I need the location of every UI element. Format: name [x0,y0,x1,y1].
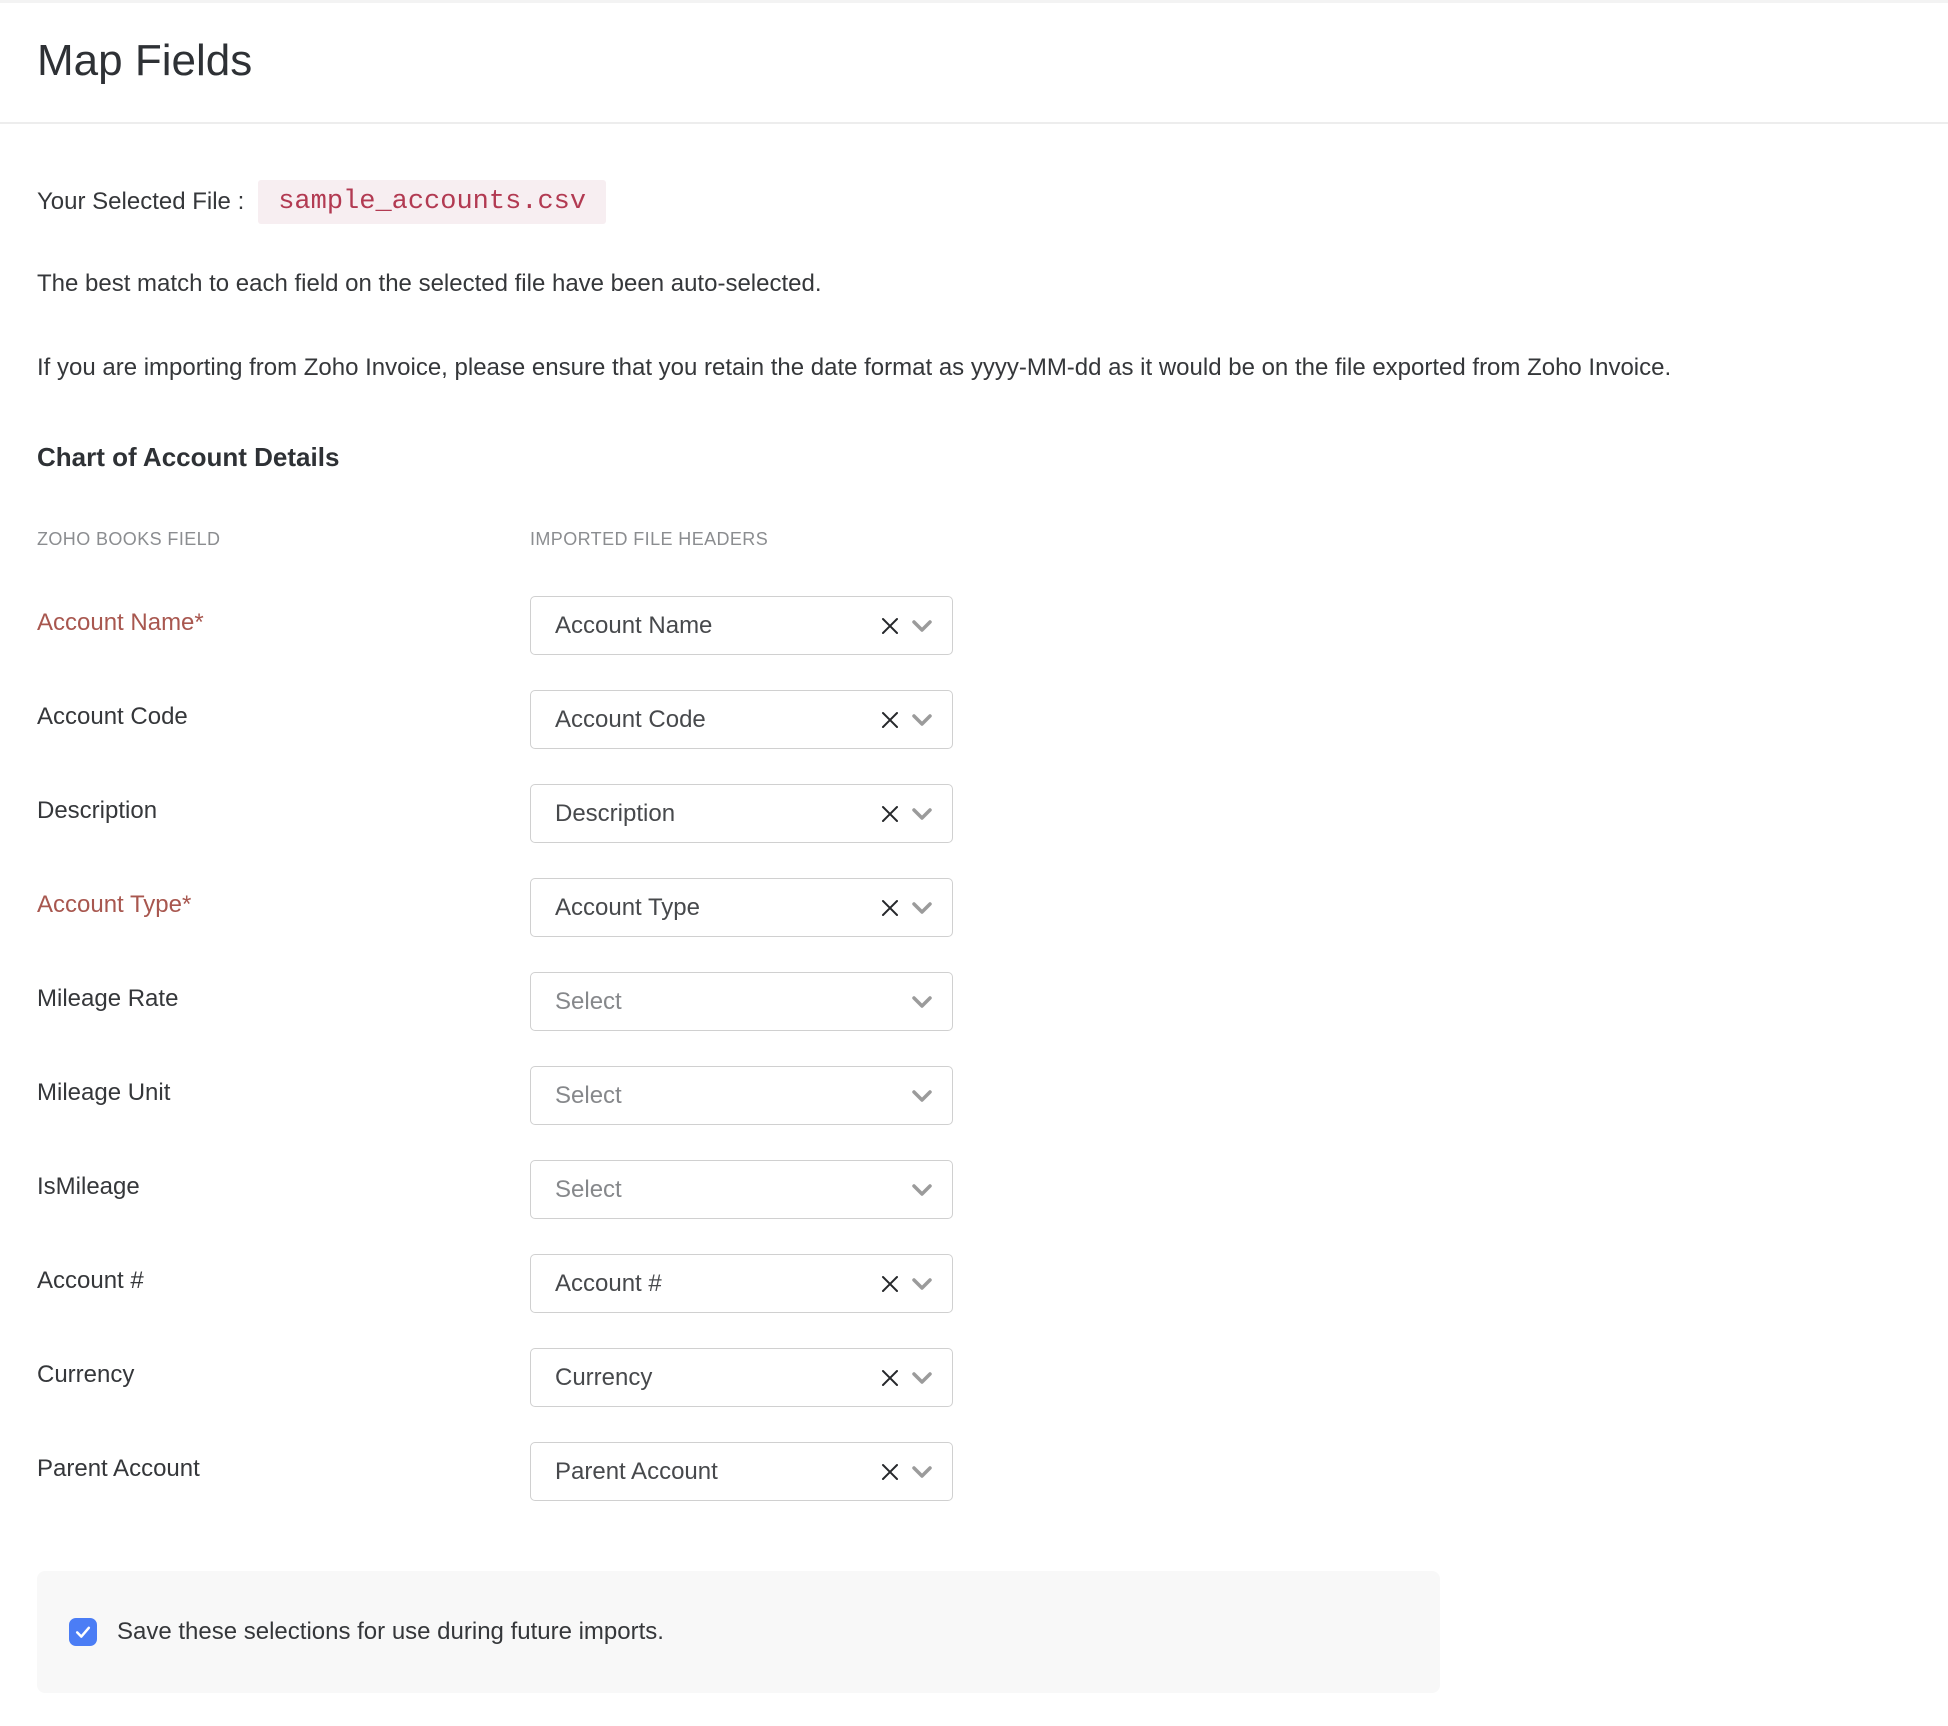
save-selections-bar [37,1571,1440,1693]
header-dropdown[interactable] [530,596,953,655]
field-label: Account Code [37,703,188,730]
chevron-down-icon [912,1372,932,1384]
header-dropdown[interactable] [530,878,953,937]
clear-icon[interactable] [879,1461,901,1483]
header-dropdown[interactable] [530,1254,953,1313]
dropdown-value: Account Type [555,893,700,921]
header-dropdown[interactable] [530,1348,953,1407]
clear-icon[interactable] [879,709,901,731]
field-row [37,1160,1928,1219]
selected-file-row [37,180,1928,224]
dropdown-value: Select [555,1175,622,1203]
field-row [37,1442,1928,1501]
dropdown-value: Currency [555,1363,653,1391]
field-mapping-list [37,596,1928,1501]
checkmark-icon [73,1622,93,1642]
dropdown-value: Description [555,799,676,827]
chevron-down-icon [912,1278,932,1290]
chevron-down-icon [912,902,932,914]
field-row [37,878,1928,937]
zoho-invoice-note: If you are importing from Zoho Invoice, please ensure that you retain the date format as yyyy-MM-dd as it would be on the file exported from Zoho Invoice. [37,354,1672,381]
chevron-down-icon [912,1184,932,1196]
dropdown-value: Account Name [555,611,713,639]
column-header-imported-file-headers: IMPORTED FILE HEADERS [530,529,769,549]
clear-icon[interactable] [879,897,901,919]
dropdown-value: Parent Account [555,1457,718,1485]
dialog-header [0,3,1948,124]
field-row [37,1254,1928,1313]
field-label: IsMileage [37,1173,140,1200]
field-label: Description [37,797,158,824]
section-title: Chart of Account Details [37,442,340,472]
page-title: Map Fields [37,36,253,85]
save-checkbox[interactable] [69,1618,97,1646]
auto-select-note: The best match to each field on the selected file have been auto-selected. [37,270,822,297]
field-label: Mileage Unit [37,1079,171,1106]
chevron-down-icon [912,1090,932,1102]
selected-file-name: sample_accounts.csv [258,180,606,224]
field-row [37,1066,1928,1125]
chevron-down-icon [912,620,932,632]
header-dropdown[interactable] [530,972,953,1031]
clear-icon[interactable] [879,615,901,637]
clear-icon[interactable] [879,803,901,825]
header-dropdown[interactable] [530,1442,953,1501]
field-label: Currency [37,1361,135,1388]
header-dropdown[interactable] [530,1160,953,1219]
clear-icon[interactable] [879,1273,901,1295]
dropdown-value: Account # [555,1269,662,1297]
map-fields-content [0,180,1948,1501]
chevron-down-icon [912,714,932,726]
field-label: Mileage Rate [37,985,179,1012]
save-checkbox-label: Save these selections for use during future imports. [117,1618,664,1645]
chevron-down-icon [912,1466,932,1478]
field-label: Account Type* [37,891,192,918]
field-row [37,690,1928,749]
field-label: Parent Account [37,1455,200,1482]
field-row [37,972,1928,1031]
chevron-down-icon [912,996,932,1008]
header-dropdown[interactable] [530,784,953,843]
field-row [37,596,1928,655]
dropdown-value: Account Code [555,705,706,733]
column-headers [37,529,1928,550]
chevron-down-icon [912,808,932,820]
dropdown-value: Select [555,987,622,1015]
clear-icon[interactable] [879,1367,901,1389]
selected-file-label: Your Selected File : [37,188,245,215]
field-row [37,784,1928,843]
header-dropdown[interactable] [530,1066,953,1125]
header-dropdown[interactable] [530,690,953,749]
field-label: Account # [37,1267,144,1294]
column-header-zoho-books-field: ZOHO BOOKS FIELD [37,529,221,549]
field-label: Account Name* [37,609,204,636]
dropdown-value: Select [555,1081,622,1109]
field-row [37,1348,1928,1407]
